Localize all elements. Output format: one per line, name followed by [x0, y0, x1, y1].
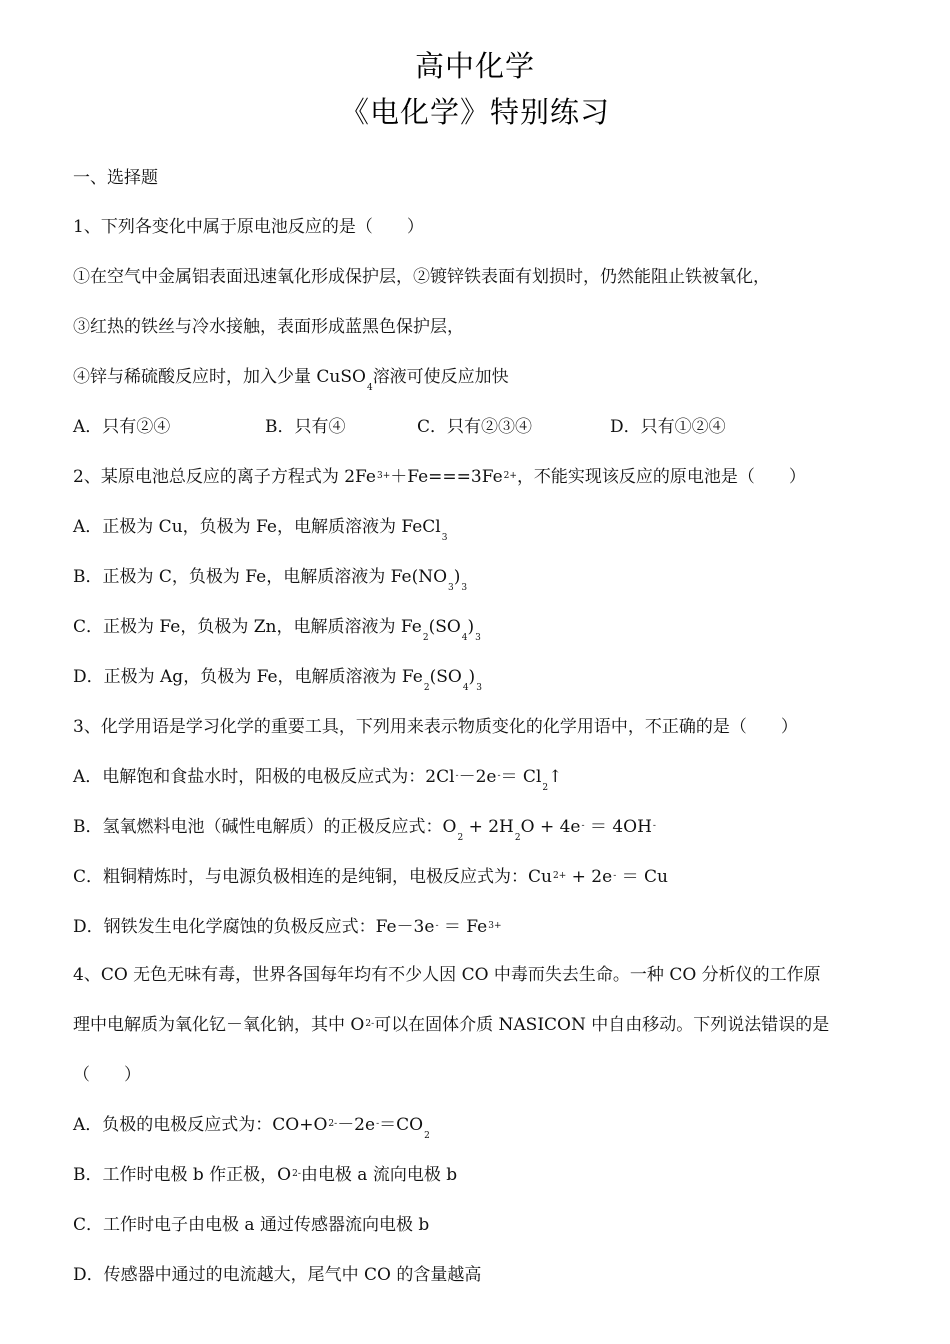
q4-option-c: C．工作时电子由电极 a 通过传感器流向电极 b	[73, 1215, 430, 1235]
q1-stem: 1、下列各变化中属于原电池反应的是（ ）	[73, 217, 424, 237]
q1-options	[73, 415, 873, 439]
q3-option-d: D．钢铁发生电化学腐蚀的负极反应式：$Fe-3e^- = Fe^{3+}$	[73, 917, 502, 937]
q2-option-d: D．正极为 Ag，负极为 Fe，电解质溶液为 $Fe_2(SO_4)_3$	[73, 667, 482, 693]
q1-option-a: A．只有②④	[73, 417, 171, 437]
q1-statement-1: ①在空气中金属铝表面迅速氧化形成保护层，②镀锌铁表面有划损时，仍然能阻止铁被氧化，	[73, 267, 770, 287]
q2-option-a: A．正极为 Cu，负极为 Fe，电解质溶液为 FeCl$_3$	[73, 517, 448, 543]
q2-option-b: B．正极为 C，负极为 Fe，电解质溶液为 $Fe(NO_3)_3$	[73, 567, 468, 593]
q4-stem-line-2: 理中电解质为氧化钇－氧化钠，其中 $O^{2-}$可以在固体介质 NASICON 中自由移动。下列说法错误的是	[73, 1015, 830, 1035]
q3-option-b: B．氢氧燃料电池（碱性电解质）的正极反应式：$O_2 + 2H_2O + 4e^- = 4OH^-$	[73, 817, 656, 843]
q2-stem: 2、某原电池总反应的离子方程式为 $2Fe^{3+}+Fe===3Fe^{2+}$，不能实现该反应的原电池是（ ）	[73, 467, 806, 487]
q3-stem: 3、化学用语是学习化学的重要工具，下列用来表示物质变化的化学用语中，不正确的是（ ）	[73, 717, 798, 737]
q1-statement-2: ③红热的铁丝与冷水接触，表面形成蓝黑色保护层，	[73, 317, 464, 337]
q4-option-d: D．传感器中通过的电流越大，尾气中 CO 的含量越高	[73, 1265, 482, 1285]
page-subtitle: 《电化学》特别练习	[339, 95, 610, 129]
q4-option-b: B．工作时电极 b 作正极，$O^{2-}$由电极 a 流向电极 b	[73, 1165, 458, 1185]
q1-option-d: D．只有①②④	[610, 417, 726, 437]
q3-option-c: C．粗铜精炼时，与电源负极相连的是纯铜，电极反应式为：$Cu^{2+} + 2e^- = Cu$	[73, 867, 668, 887]
q1-option-b: B．只有④	[265, 417, 346, 437]
page-title: 高中化学	[414, 49, 535, 83]
q1-option-c: C．只有②③④	[417, 417, 533, 437]
q4-option-a: A．负极的电极反应式为：$CO+O^{2-}-2e^-=CO_2$	[73, 1115, 430, 1141]
q1-statement-3: ④锌与稀硫酸反应时，加入少量 CuSO$_4$溶液可使反应加快	[73, 367, 509, 393]
q4-stem-line-1: 4、CO 无色无味有毒，世界各国每年均有不少人因 CO 中毒而失去生命。一种 CO 分析仪的工作原	[73, 965, 821, 985]
q2-option-c: C．正极为 Fe，负极为 Zn，电解质溶液为 $Fe_2(SO_4)_3$	[73, 617, 481, 643]
q4-stem-line-3: （ ）	[73, 1065, 141, 1085]
section-heading: 一、选择题	[73, 168, 158, 188]
q3-option-a: A．电解饱和食盐水时，阳极的电极反应式为：$2Cl^--2e^-= Cl_2↑$	[73, 767, 563, 793]
